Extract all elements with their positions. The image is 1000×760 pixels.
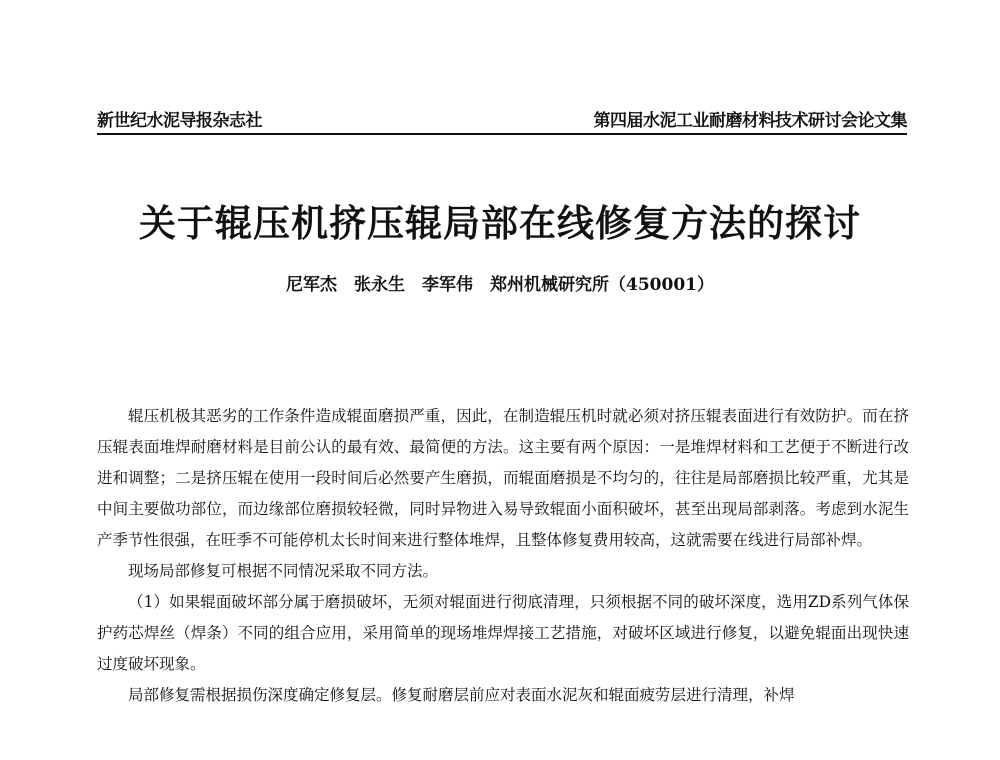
- paragraph: 局部修复需根据损伤深度确定修复层。修复耐磨层前应对表面水泥灰和辊面疲劳层进行清理，补焊: [128, 686, 795, 704]
- running-header: [97, 104, 907, 132]
- proceedings-name: 第四届水泥工业耐磨材料技术研讨会论文集: [593, 111, 907, 131]
- paragraph: 辊压机极其恶劣的工作条件造成辊面磨损严重，因此，在制造辊压机时就必须对挤压辊表面进行有效防护。而在挤压辊表面堆焊耐磨材料是目前公认的最有效、最简便的方法。这主要有两个原因：一是堆焊材料和工艺便于不断进行改进和调整；二是挤压辊在使用一段时间后必然要产生磨损，而辊面磨损是不均匀的，往往是局部磨损比较严重，尤其是中间主要做功部位，而边缘部位磨损较轻微，同时异物进入易导致辊面小面积破坏，甚至出现局部剥落。考虑到水泥生产季节性很强，在旺季不可能停机太长时间来进行整体堆焊，且整体修复费用较高，这就需要在线进行局部补焊。: [97, 407, 909, 549]
- body-text: [97, 401, 909, 711]
- authors-line: 尼军杰 张永生 李军伟 郑州机械研究所（450001）: [286, 275, 714, 295]
- paper-title: 关于辊压机挤压辊局部在线修复方法的探讨: [139, 201, 861, 245]
- header-rule: [97, 133, 907, 135]
- paragraph: 现场局部修复可根据不同情况采取不同方法。: [128, 562, 439, 580]
- paragraph: （1）如果辊面破坏部分属于磨损破坏，无须对辊面进行彻底清理，只须根据不同的破坏深度，选用ZD系列气体保护药芯焊丝（焊条）不同的组合应用，采用简单的现场堆焊焊接工艺措施，对破坏区域进行修复，以避免辊面出现快速过度破坏现象。: [97, 593, 909, 673]
- publisher-name: 新世纪水泥导报杂志社: [97, 111, 262, 131]
